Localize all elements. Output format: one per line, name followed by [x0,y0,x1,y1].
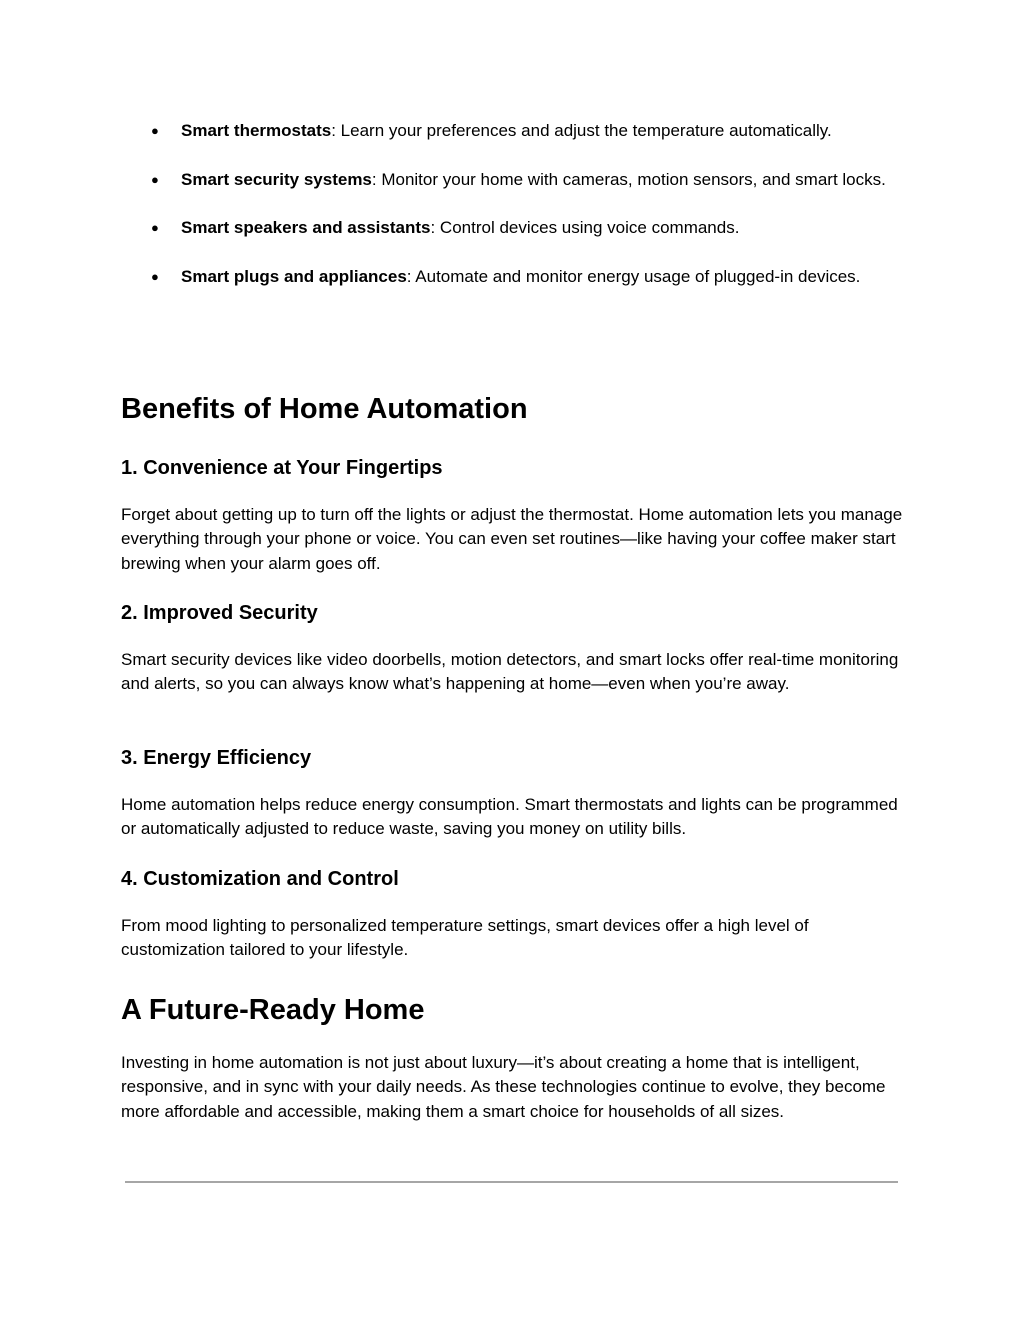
list-item-term: Smart security systems [181,169,372,189]
list-item-term: Smart thermostats [181,121,332,140]
benefit-title-convenience: 1. Convenience at Your Fingertips [121,457,443,479]
benefit-title-energy: 3. Energy Efficiency [121,747,312,769]
smart-device-list [0,119,1024,313]
list-item-text: : Monitor your home with cameras, motion sensors, and smart locks. [371,169,886,189]
list-item-text: : Learn your preferences and adjust the temperature automatically. [331,121,832,140]
horizontal-divider [125,1181,898,1183]
benefit-body-security: Smart security devices like video doorbells, motion detectors, and smart locks offer real-time monitoring and alerts, so you can always know what’s happening at home—even when you’re away. [121,650,899,694]
list-item [0,119,1024,144]
bullet-icon: ● [151,171,159,187]
benefit-body-convenience: Forget about getting up to turn off the lights or adjust the thermostat. Home automation lets you manage everything through your phone or voice. You can even set routines—like having your coffee maker start brewing when your alarm goes off. [121,505,903,573]
benefit-title-security: 2. Improved Security [121,602,318,624]
list-item-term: Smart speakers and assistants [181,218,431,237]
bullet-icon: ● [151,268,159,284]
future-heading: A Future-Ready Home [121,994,425,1026]
bullet-icon: ● [151,220,159,235]
benefit-body-energy: Home automation helps reduce energy consumption. Smart thermostats and lights can be programmed or automatically adjusted to reduce waste, saving you money on utility bills. [121,795,898,839]
benefits-heading: Benefits of Home Automation [121,393,528,425]
list-item-text: : Control devices using voice commands. [430,218,740,237]
benefit-title-customization: 4. Customization and Control [121,868,399,890]
benefit-body-customization: From mood lighting to personalized temperature settings, smart devices offer a high level of customization tailored to your lifestyle. [121,916,809,960]
list-item [0,265,1024,290]
list-item-term: Smart plugs and appliances [181,266,407,286]
list-item [0,168,1024,193]
list-item [0,216,1024,241]
bullet-icon: ● [151,123,159,138]
list-item-text: : Automate and monitor energy usage of plugged-in devices. [406,266,861,286]
future-body: Investing in home automation is not just about luxury—it’s about creating a home that is intelligent, responsive, and in sync with your daily needs. As these technologies continue to evolve, they become more affordable and accessible, making them a smart choice for households of all sizes. [121,1053,886,1121]
